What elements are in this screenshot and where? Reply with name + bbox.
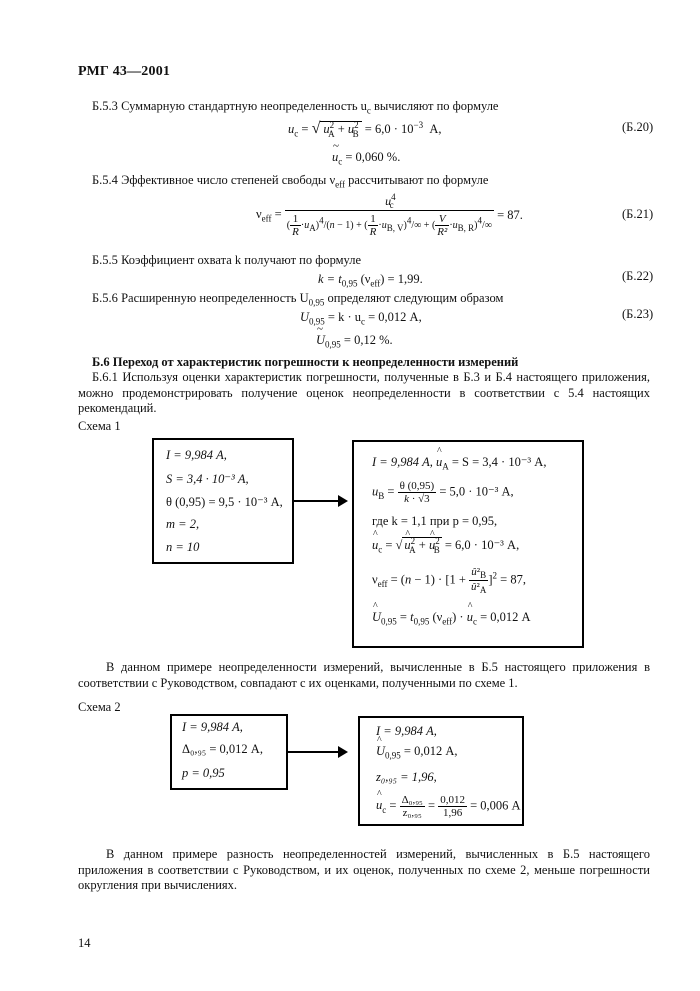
box-line: n = 10 [166, 540, 200, 554]
scheme2-input-box [170, 714, 288, 790]
scheme1-title: Схема 1 [78, 419, 121, 433]
equation-b21: $\nu_{eff}$ = $u^4_c$ ( $\frac{1}{R}$ $\cdot u_A)^4/(n - 1)$ + ( $\frac{1}{R}$ $\cdot u_{B, V})^4/\infty$ + ( $\frac{V}{\text{R²}}$ $\cdot u_{B, R})^4/\infty$ = 87. [256, 192, 523, 239]
clause-b54: Б.5.4 Эффективное число степеней свободы $\nu_{eff}$ рассчитывают по формуле [92, 173, 489, 190]
arrow-icon [288, 751, 346, 753]
equation-b23-relative: ~ $U_{0,95} = 0,12$ %. [316, 333, 393, 350]
scheme2-result-box [358, 716, 524, 826]
box-line: I = 9,984 А, [182, 720, 243, 734]
box-line: ^ $u_c$ = $\frac{\text{Δ₀,₉₅}}{\text{z₀,₉₅}}$ = $\frac{0,012}{1,96}$ = 0,006 А [376, 794, 521, 819]
box-line: m = 2, [166, 517, 200, 531]
scheme2-title: Схема 2 [78, 700, 121, 714]
box-line: ^ $u_c$ = √^ $u^2_A$ + ^ $u^2_B = 6,0 \cdot 10^{-3}$ А, [372, 536, 519, 555]
paragraph-scheme1-note: В данном примере неопределенности измерений, вычисленные в Б.5 настоящего приложения в соответствии с Руководством, совпадают с их оценками, полученными по схеме 1. [78, 660, 650, 690]
equation-number: (Б.23) [622, 307, 654, 321]
box-line: $u_B$ = $\frac{\theta (0,95)}{k \cdot √3}$ = 5,0 · 10⁻³ А, [372, 480, 514, 505]
section-heading: Б.6 Переход от характеристик погрешности к неопределенности измерений [92, 355, 519, 369]
box-line: ^ $U_{0,95} = 0,012$ А, [376, 744, 457, 761]
arrow-icon [294, 500, 346, 502]
box-line: $\nu_{eff} = (n - 1) \cdot [1$ + $\frac{û^2_B}{û^2_A}$ ]$^2$ = 87, [372, 566, 526, 596]
scheme1-result-box [352, 440, 584, 648]
equation-number: (Б.22) [622, 269, 654, 283]
equation-number: (Б.20) [622, 120, 654, 134]
equation-number: (Б.21) [622, 207, 654, 221]
clause-b53 [92, 99, 498, 116]
paragraph-b61: Б.6.1 Используя оценки характеристик погрешности, полученные в Б.3 и Б.4 настоящего приложения, можно продемонстрировать получение оценок неопределенности в соответствии с 5.4 настоящих рекомендаций. [78, 370, 650, 415]
scheme1-input-box [152, 438, 294, 564]
clause-b56: Б.5.6 Расширенную неопределенность $U_{0,95}$ определяют следующим образом [92, 291, 504, 308]
box-line: I = 9,984 А, ^ $u_A = S = 3,4 \cdot 10^{-3}$ А, [372, 454, 546, 472]
equation-b20-relative: ~ $u_c = 0,060$ %. [332, 150, 400, 167]
box-line: θ (0,95) = 9,5 · 10⁻³ А, [166, 495, 283, 509]
box-line: p = 0,95 [182, 766, 225, 780]
box-line: Δ₀,₉₅ = 0,012 А, [182, 742, 263, 756]
equation-b22: $k = t_{0,95}$ $(\nu_{eff}) = 1,99$. [318, 272, 423, 289]
box-line: I = 9,984 А, [376, 724, 437, 738]
clause-b55: Б.5.5 Коэффициент охвата k получают по формуле [92, 253, 362, 267]
equation-b23: $U_{0,95} = k \cdot u_c = 0,012$ А, [300, 310, 422, 327]
clause-text: Суммарную стандартную неопределенность $u_c$ вычисляют по формуле [121, 99, 499, 116]
clause-label: Б.5.3 [92, 99, 118, 113]
box-line: ^ $U_{0,95} = t_{0,95}$ $(\nu_{eff})$ · ^ $u_c = 0,012$ А [372, 610, 531, 627]
box-line: I = 9,984 А, [166, 448, 227, 462]
paragraph-scheme2-note: В данном примере разность неопределенностей измерений, вычисленных в Б.5 настоящего приложения в соответствии с Руководством, и их оценок, полученных по схеме 2, меньше погрешности округления при вычислениях. [78, 847, 650, 892]
box-line: z₀,₉₅ = 1,96, [376, 770, 437, 784]
document-header: РМГ 43—2001 [78, 64, 171, 79]
page-number: 14 [78, 936, 91, 950]
equation-b20: $u_c$ = √ $u^2_A + u^2_B = 6,0 \cdot 10^{-3}$ А, [288, 120, 442, 139]
box-line: где k = 1,1 при p = 0,95, [372, 514, 498, 528]
box-line: S = 3,4 · 10⁻³ А, [166, 472, 249, 486]
